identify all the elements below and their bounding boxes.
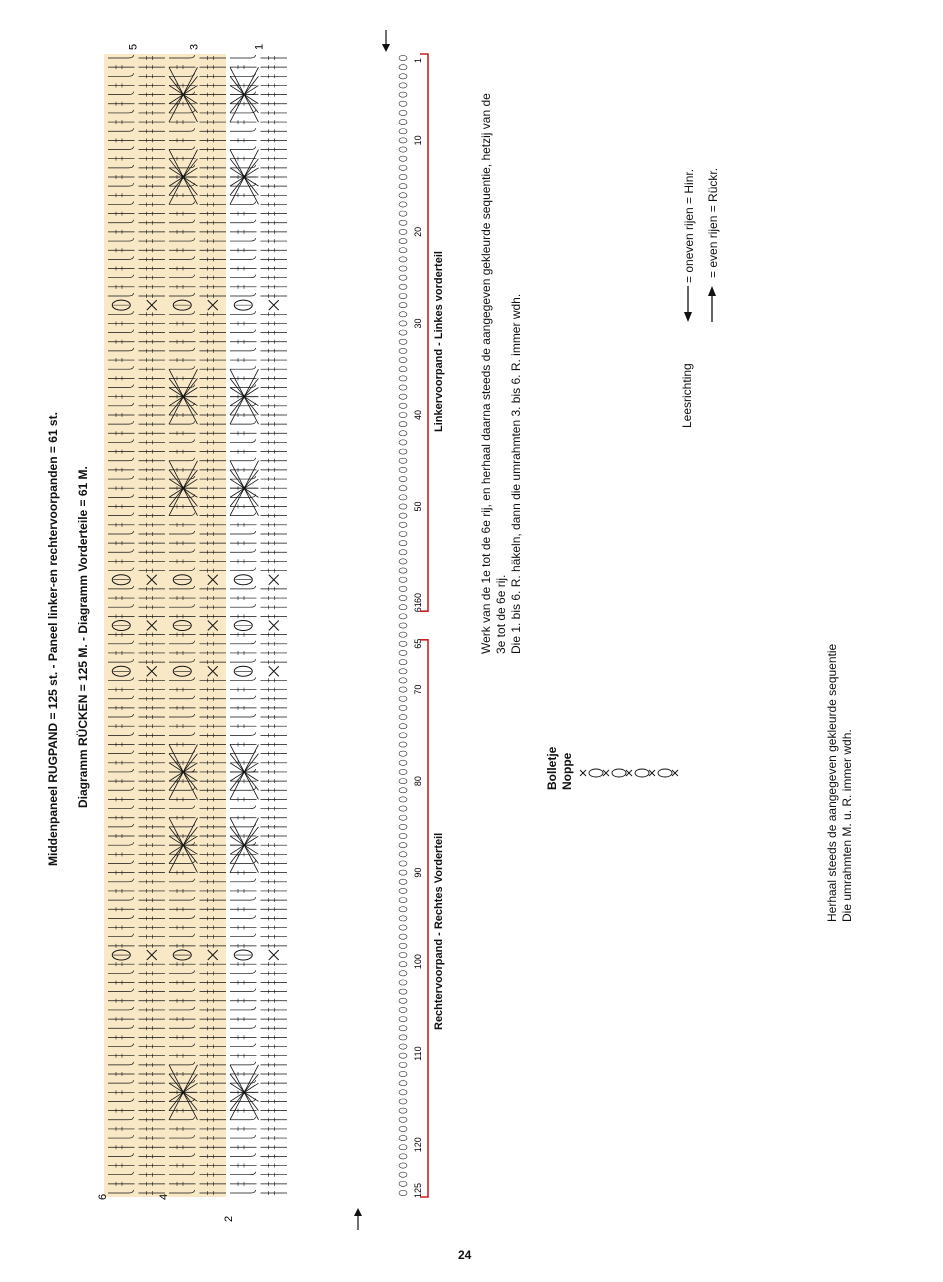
- left-front-label: Linkervoorpand - Linkes vorderteil: [433, 251, 445, 432]
- chain-stitch: [399, 422, 407, 427]
- post-stitch: [230, 513, 256, 516]
- chain-stitch: [399, 1071, 407, 1076]
- stitch-tick-label: 125: [413, 1182, 423, 1198]
- stitch-tick-label: 1: [413, 57, 423, 63]
- chain-stitch: [399, 632, 407, 637]
- bobble-title: Bolletje: [545, 746, 559, 790]
- chain-stitch: [399, 522, 407, 527]
- chain-stitch: [399, 897, 407, 902]
- post-stitch: [230, 586, 256, 589]
- chain-stitch: [399, 330, 407, 335]
- chain-stitch: [399, 678, 407, 683]
- chain-stitch: [399, 971, 407, 976]
- chain-stitch: [399, 248, 407, 253]
- chain-stitch: [399, 1035, 407, 1040]
- chain-stitch: [399, 724, 407, 729]
- chain-stitch: [399, 403, 407, 408]
- chain-stitch: [399, 165, 407, 170]
- chain-stitch: [399, 1016, 407, 1021]
- post-stitch: [230, 256, 256, 259]
- chain-stitch: [399, 367, 407, 372]
- chain-stitch: [399, 660, 407, 665]
- stitch-tick-label: 65: [413, 638, 423, 649]
- chain-stitch: [399, 742, 407, 747]
- post-stitch: [230, 659, 256, 662]
- chain-stitch: [399, 541, 407, 546]
- chain-stitch: [399, 238, 407, 243]
- chain-stitch: [399, 925, 407, 930]
- stitch-tick-label: 40: [413, 409, 423, 420]
- post-stitch: [230, 421, 256, 424]
- post-stitch: [230, 201, 256, 204]
- post-stitch: [230, 915, 256, 918]
- post-stitch: [230, 1153, 256, 1156]
- post-stitch: [230, 311, 256, 314]
- chain-stitch: [399, 989, 407, 994]
- chain-stitch: [399, 952, 407, 957]
- chain-stitch: [399, 1145, 407, 1150]
- post-stitch: [230, 879, 256, 882]
- chain-stitch: [399, 870, 407, 875]
- chain-stitch: [399, 824, 407, 829]
- chain-stitch: [399, 174, 407, 179]
- chain-stitch: [399, 211, 407, 216]
- post-stitch: [230, 989, 256, 992]
- row-number: 3: [188, 43, 201, 50]
- chain-stitch: [399, 129, 407, 134]
- post-stitch: [230, 1190, 256, 1193]
- reading-arrows: [676, 282, 736, 342]
- bobble-chart: [560, 730, 680, 840]
- chain-stitch: [399, 476, 407, 481]
- bobble-stitch: [635, 769, 649, 777]
- post-stitch: [230, 1117, 256, 1120]
- post-stitch: [230, 366, 256, 369]
- chain-stitch: [399, 1007, 407, 1012]
- bobble-subtitle: Noppe: [560, 752, 574, 790]
- chain-stitch: [399, 449, 407, 454]
- post-stitch: [230, 348, 256, 351]
- chain-stitch: [399, 733, 407, 738]
- stitch-tick-label: 70: [413, 684, 423, 695]
- bobble-stitch: [612, 769, 626, 777]
- post-stitch: [230, 1025, 256, 1028]
- row-number: 2: [223, 1215, 235, 1222]
- post-stitch: [230, 220, 256, 223]
- chain-stitch: [399, 412, 407, 417]
- chain-stitch: [399, 980, 407, 985]
- arrow-down-icon: [684, 286, 692, 322]
- chain-stitch: [399, 907, 407, 912]
- chart-title-line1: Middenpaneel RUGPAND = 125 st. - Paneel linker-en rechtervoorpanden = 61 st.: [46, 412, 60, 866]
- chain-stitch: [399, 202, 407, 207]
- bobble-note-line2: Die umrahmten M. u. R. immer wdh.: [840, 729, 854, 922]
- post-stitch: [230, 439, 256, 442]
- chain-stitch: [399, 1117, 407, 1122]
- chain-stitch: [399, 815, 407, 820]
- chain-stitch: [399, 495, 407, 500]
- page-number: 24: [458, 1248, 472, 1262]
- post-stitch: [230, 55, 256, 58]
- chain-stitch: [399, 623, 407, 628]
- chain-stitch: [399, 1154, 407, 1159]
- chain-stitch: [399, 1099, 407, 1104]
- post-stitch: [230, 714, 256, 717]
- post-stitch: [230, 641, 256, 644]
- chain-stitch: [399, 257, 407, 262]
- chain-stitch: [399, 1044, 407, 1049]
- chain-stitch: [399, 1181, 407, 1186]
- chain-stitch: [399, 550, 407, 555]
- chain-stitch: [399, 760, 407, 765]
- stitch-tick-label: 10: [413, 135, 423, 146]
- chain-stitch: [399, 806, 407, 811]
- stitch-tick-label: 30: [413, 318, 423, 329]
- post-stitch: [230, 696, 256, 699]
- row2-arrowhead-icon: [354, 1208, 362, 1216]
- post-stitch: [230, 732, 256, 735]
- post-stitch: [230, 293, 256, 296]
- chain-stitch: [399, 83, 407, 88]
- right-front-bracket: [420, 640, 428, 1197]
- chain-stitch: [399, 513, 407, 518]
- post-stitch: [230, 458, 256, 461]
- chain-stitch: [399, 193, 407, 198]
- chain-stitch: [399, 586, 407, 591]
- chain-stitch: [399, 431, 407, 436]
- chain-stitch: [399, 275, 407, 280]
- chain-stitch: [399, 650, 407, 655]
- post-stitch: [230, 897, 256, 900]
- chain-stitch: [399, 156, 407, 161]
- chain-stitch: [399, 220, 407, 225]
- chain-stitch: [399, 788, 407, 793]
- chain-stitch: [399, 641, 407, 646]
- chain-stitch: [399, 614, 407, 619]
- stitch-tick-label: 90: [413, 867, 423, 878]
- chain-stitch: [399, 714, 407, 719]
- chain-stitch: [399, 998, 407, 1003]
- chain-stitch: [399, 101, 407, 106]
- post-stitch: [230, 238, 256, 241]
- row-number: 1: [253, 43, 266, 50]
- chain-stitch: [399, 266, 407, 271]
- bobble-note-line1: Herhaal steeds de aangegeven gekleurde sequentie: [825, 643, 839, 922]
- arrow-up-icon: [708, 286, 716, 322]
- chain-stitch: [399, 229, 407, 234]
- row1-arrowhead-icon: [382, 44, 390, 52]
- post-stitch: [230, 1172, 256, 1175]
- post-stitch: [230, 128, 256, 131]
- reading-even-rows: = even rijen = Rückr.: [706, 167, 720, 278]
- post-stitch: [230, 147, 256, 150]
- chain-stitch: [399, 779, 407, 784]
- chain-stitch: [399, 504, 407, 509]
- chain-stitch: [399, 486, 407, 491]
- post-stitch: [230, 330, 256, 333]
- stitch-tick-label: 120: [413, 1137, 423, 1153]
- bobble-stitch: [658, 769, 672, 777]
- post-stitch: [230, 531, 256, 534]
- chain-stitch: [399, 962, 407, 967]
- chain-stitch: [399, 1108, 407, 1113]
- chain-stitch: [399, 467, 407, 472]
- chain-stitch: [399, 888, 407, 893]
- chain-stitch: [399, 797, 407, 802]
- chain-stitch: [399, 339, 407, 344]
- instructions-line1: Werk van de 1e tot de 6e rij, en herhaal daarna steeds de aangegeven gekleurde sequentie, hetzij van de: [479, 93, 493, 654]
- post-stitch: [230, 970, 256, 973]
- post-stitch: [230, 677, 256, 680]
- chain-stitch: [399, 605, 407, 610]
- chain-stitch: [399, 293, 407, 298]
- chain-stitch: [399, 1026, 407, 1031]
- chain-stitch: [399, 879, 407, 884]
- chain-stitch: [399, 833, 407, 838]
- chain-stitch: [399, 348, 407, 353]
- chain-stitch: [399, 184, 407, 189]
- chain-stitch: [399, 74, 407, 79]
- post-stitch: [230, 1007, 256, 1010]
- chain-stitch: [399, 321, 407, 326]
- chain-stitch: [399, 1053, 407, 1058]
- chain-stitch: [399, 916, 407, 921]
- stitch-tick-label: 110: [413, 1046, 423, 1061]
- post-stitch: [230, 1062, 256, 1065]
- chain-stitch: [399, 1126, 407, 1131]
- chain-stitch: [399, 669, 407, 674]
- stitch-tick-label: 20: [413, 226, 423, 237]
- post-stitch: [230, 806, 256, 809]
- chain-stitch: [399, 110, 407, 115]
- chain-stitch: [399, 458, 407, 463]
- chain-stitch: [399, 1062, 407, 1067]
- stitch-tick-label: 80: [413, 776, 423, 787]
- chain-stitch: [399, 568, 407, 573]
- chain-stitch: [399, 1090, 407, 1095]
- chain-stitch: [399, 531, 407, 536]
- chain-stitch: [399, 376, 407, 381]
- chain-stitch: [399, 843, 407, 848]
- chain-stitch: [399, 852, 407, 857]
- chain-stitch: [399, 1172, 407, 1177]
- reading-direction-label: Leesrichting: [680, 363, 694, 428]
- stitch-tick-label: 60: [413, 593, 423, 604]
- row-number: 5: [127, 43, 140, 50]
- post-stitch: [230, 275, 256, 278]
- chain-stitch: [399, 696, 407, 701]
- chain-stitch: [399, 119, 407, 124]
- chain-stitch: [399, 1135, 407, 1140]
- chain-stitch: [399, 303, 407, 308]
- chain-stitch: [399, 943, 407, 948]
- post-stitch: [230, 568, 256, 571]
- chain-stitch: [399, 65, 407, 70]
- chain-stitch: [399, 595, 407, 600]
- chain-stitch: [399, 1163, 407, 1168]
- chart-title-line2: Diagramm RÜCKEN = 125 M. - Diagramm Vorderteile = 61 M.: [76, 466, 90, 808]
- chain-stitch: [399, 861, 407, 866]
- right-front-label: Rechtervoorpand - Rechtes Vorderteil: [433, 832, 445, 1030]
- stitch-tick-label: 61: [413, 602, 423, 613]
- chain-stitch: [399, 440, 407, 445]
- stitch-tick-label: 100: [413, 954, 423, 970]
- row-number: 4: [158, 1193, 170, 1200]
- chain-stitch: [399, 577, 407, 582]
- chain-stitch: [399, 705, 407, 710]
- row-number: 6: [97, 1193, 109, 1200]
- chain-stitch: [399, 687, 407, 692]
- post-stitch: [230, 934, 256, 937]
- reading-odd-rows: = oneven rijen = Hinr.: [682, 168, 696, 283]
- post-stitch: [230, 549, 256, 552]
- stitch-tick-label: 50: [413, 501, 423, 512]
- chain-stitch: [399, 92, 407, 97]
- chain-stitch: [399, 312, 407, 317]
- chain-stitch: [399, 394, 407, 399]
- chain-stitch: [399, 559, 407, 564]
- instructions-line2: 3e tot de 6e rij.: [494, 574, 508, 654]
- post-stitch: [230, 1044, 256, 1047]
- chain-stitch: [399, 1190, 407, 1195]
- chain-stitch: [399, 55, 407, 60]
- post-stitch: [230, 1135, 256, 1138]
- chain-stitch: [399, 138, 407, 143]
- chain-stitch: [399, 934, 407, 939]
- instructions-line3: Die 1. bis 6. R. häkeln, dann die umrahmten 3. bis 6. R. immer wdh.: [509, 293, 523, 654]
- chain-stitch: [399, 1081, 407, 1086]
- bobble-stitch: [589, 769, 603, 777]
- chain-stitch: [399, 751, 407, 756]
- chain-stitch: [399, 357, 407, 362]
- post-stitch: [230, 604, 256, 607]
- chain-stitch: [399, 284, 407, 289]
- chain-stitch: [399, 385, 407, 390]
- chain-stitch: [399, 147, 407, 152]
- post-stitch: [230, 787, 256, 790]
- post-stitch: [230, 860, 256, 863]
- chain-stitch: [399, 769, 407, 774]
- post-stitch: [230, 110, 256, 113]
